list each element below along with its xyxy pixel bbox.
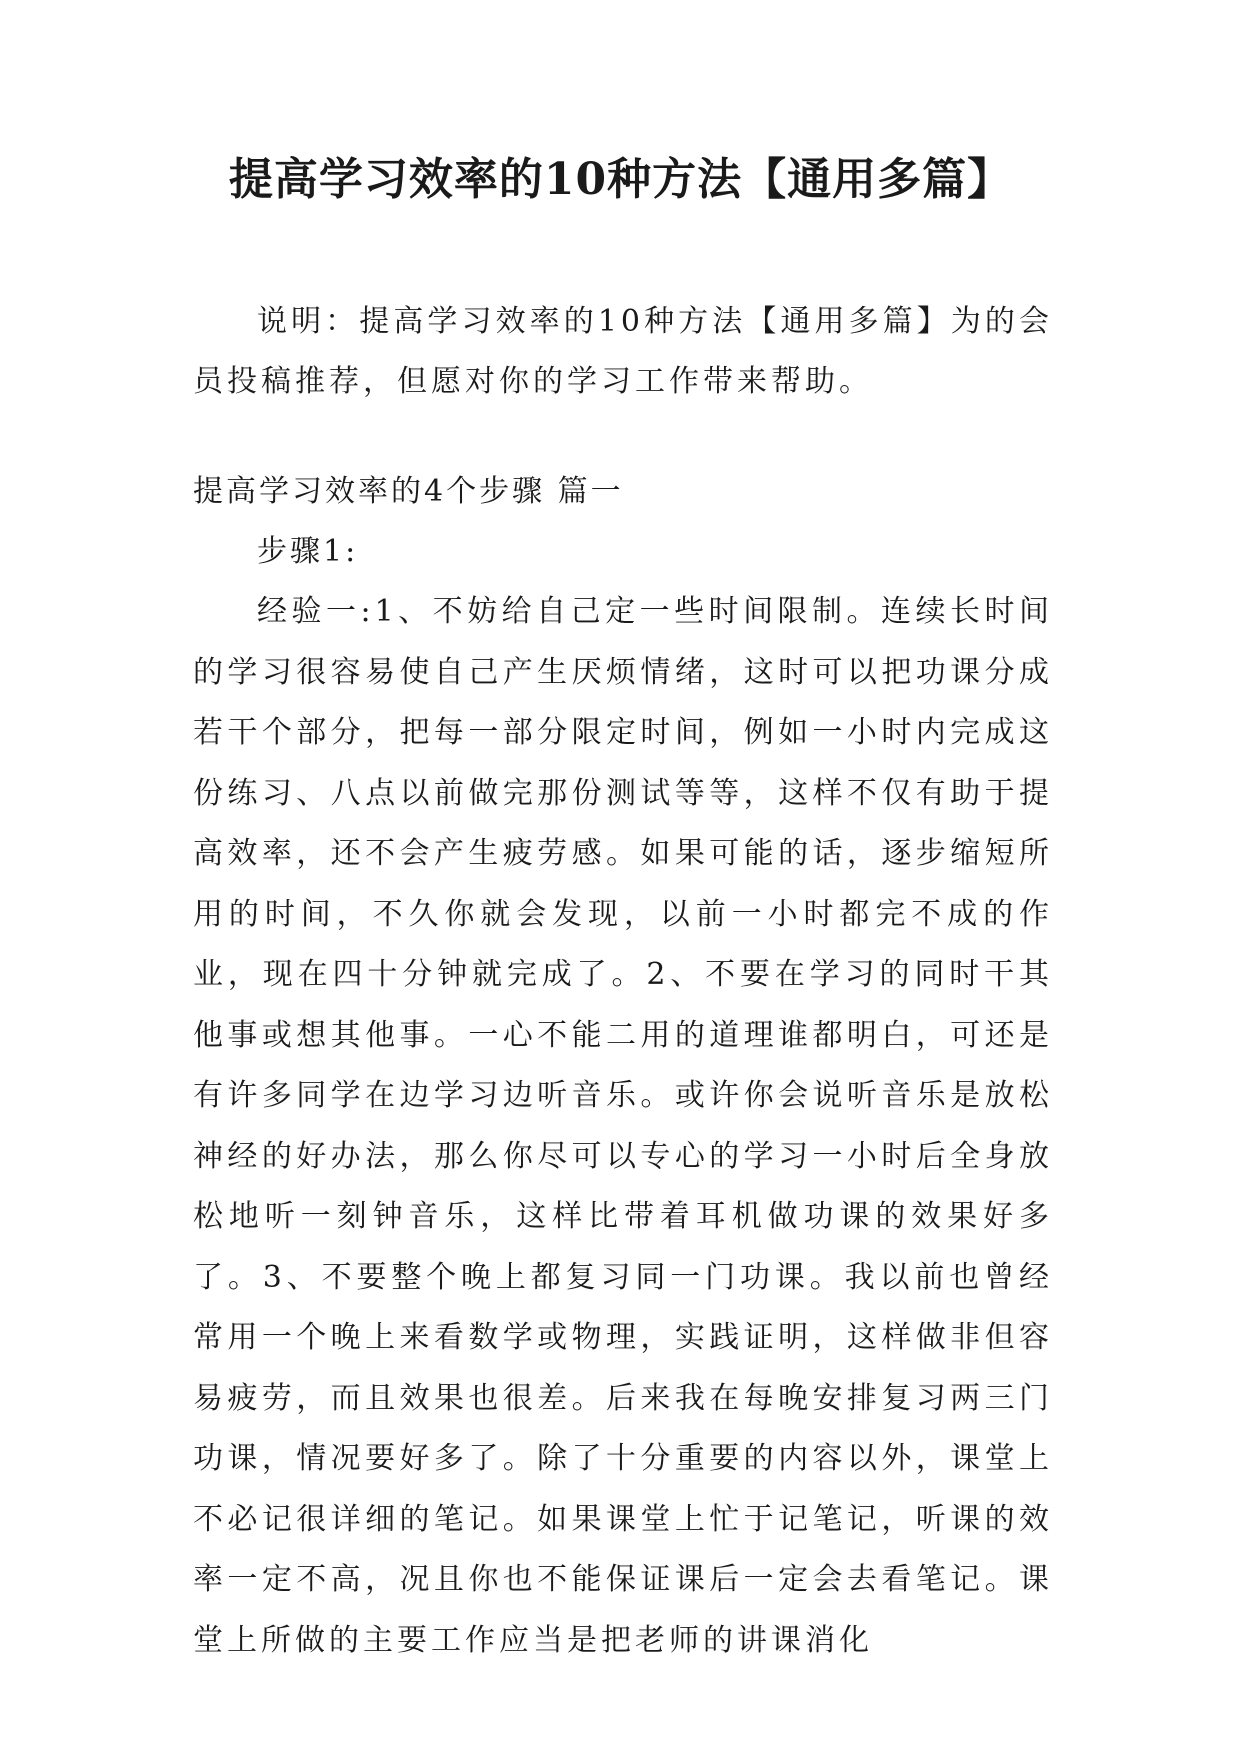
section-heading: 提高学习效率的4个步骤 篇一 — [193, 474, 624, 509]
step-label: 步骤1: — [257, 534, 359, 569]
body-paragraph: 经验一:1、不妨给自己定一些时间限制。连续长时间的学习很容易使自己产生厌烦情绪，这时可以把功课分成若干个部分，把每一部分限定时间，例如一小时内完成这份练习、八点以前做完那份测试等等，这样不仅有助于提高效率，还不会产生疲劳感。如果可能的话，逐步缩短所用的时间，不久你就会发现，以前一小时都完不成的作业，现在四十分钟就完成了。2、不要在学习的同时干其他事或想其他事。一心不能二用的道理谁都明白，可还是有许多同学在边学习边听音乐。或许你会说听音乐是放松神经的好办法，那么你尽可以专心的学习一小时后全身放松地听一刻钟音乐，这样比带着耳机做功课的效果好多了。3、不要整个晚上都复习同一门功课。我以前也曾经常用一个晚上来看数学或物理，实践证明，这样做非但容易疲劳，而且效果也很差。后来我在每晚安排复习两三门功课，情况要好多了。除了十分重要的内容以外，课堂上不必记很详细的笔记。如果课堂上忙于记笔记，听课的效率一定不高，况且你也不能保证课后一定会去看笔记。课堂上所做的主要工作应当是把老师的讲课消化 — [193, 594, 1053, 1658]
document-title: 提高学习效率的10种方法【通用多篇】 — [228, 154, 1013, 205]
intro-paragraph: 说明：提高学习效率的10种方法【通用多篇】为的会员投稿推荐，但愿对你的学习工作带来帮助。 — [193, 304, 1053, 399]
